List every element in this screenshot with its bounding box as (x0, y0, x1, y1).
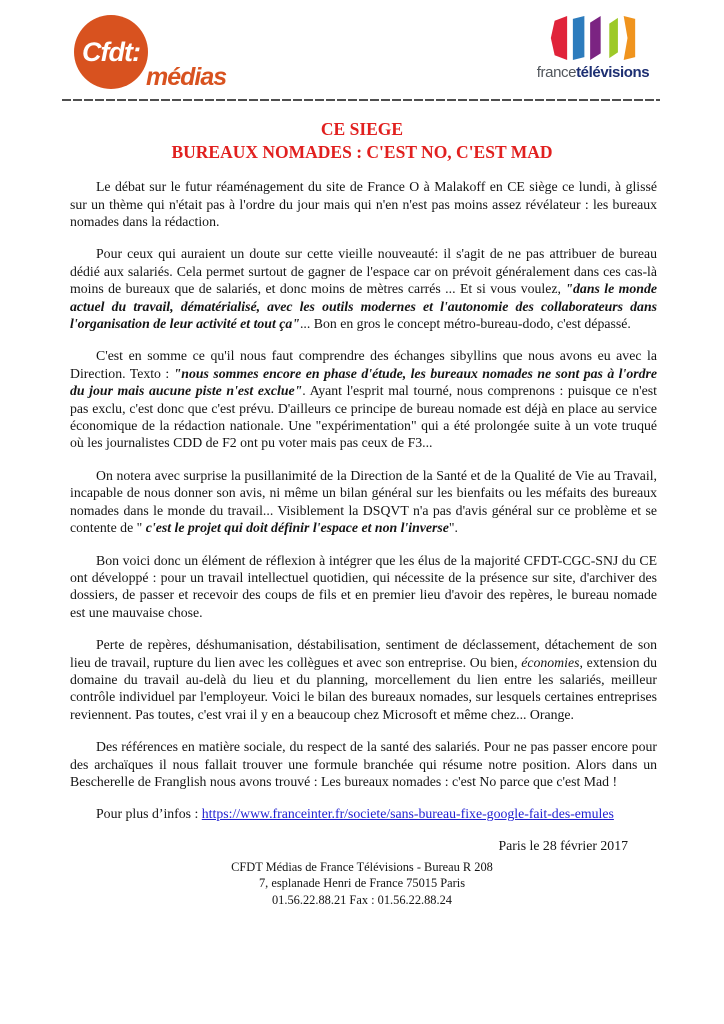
doc-title-line1: CE SIEGE (320, 119, 404, 139)
dateline: Paris le 28 février 2017 (498, 837, 628, 853)
text-run: "dans le monde actuel du travail, dématérialisé, avec les outils modernes et l'autonomie des collaborateurs dans l'organisation de leur activité et tout ça" (70, 281, 657, 332)
text-run: , extension du domaine du travail au-delà du lieu et du planning, morcellement du lien entre les salariés, meilleur contrôle individuel par l'employeur. Voici le bilan des bureaux nomades, sur lesquels certaines entreprises reviennent. Pas toutes, c'est vrai il y en a beaucoup chez Microsoft et même chez... Orange. (70, 654, 657, 722)
paragraph (70, 467, 657, 537)
cfdt-medias-logo (66, 13, 246, 98)
text-run: Perte de repères, déshumanisation, déstabilisation, sentiment de déclassement, détachement de son lieu de travail, rupture du lien avec les collègues et avec son entreprise. Ou bien, (70, 637, 657, 670)
paragraph (70, 347, 657, 451)
doc-title-line2: BUREAUX NOMADES : C'EST NO, C'EST MAD (171, 142, 553, 163)
cfdt-logo-circle (74, 15, 148, 89)
text-run: Bon voici donc un élément de réflexion à intégrer que les élus de la majorité CFDT-CGC-SNJ du CE ont développé : pour un travail intellectuel quotidien, qui nécessite de la présence sur site, d'archiver des dossiers, de passer et recevoir des coups de fils et en premier lieu d'avoir des repères, le bureau nomade est une mauvaise chose. (70, 552, 657, 620)
doc-title (0, 118, 724, 164)
ftv-word-televisions: télévisions (576, 64, 650, 81)
paragraph (70, 738, 657, 790)
text-run: ". (448, 520, 458, 536)
text-run: ... Bon en gros le concept métro-bureau-dodo, c'est dépassé. (299, 316, 631, 332)
france-televisions-logo (526, 13, 660, 81)
header (0, 0, 724, 98)
cfdt-medias-label: médias (146, 63, 227, 91)
paragraph (70, 245, 657, 332)
paragraph (70, 805, 657, 822)
footer-line-2: 7, esplanade Henri de France 75015 Paris (258, 876, 466, 891)
footer-address (0, 859, 724, 909)
text-run: On notera avec surprise la pusillanimité de la Direction de la Santé et de la Qualité de Vie au Travail, incapable de nous donner son avis, ni même un bilan général sur les bienfaits ou les méfaits des bureaux nomades dans le monde du travail... Visiblement la DSQVT n'a pas d'avis général sur ce problème et se contente de " (70, 467, 657, 536)
footer-line-3: 01.56.22.88.21 Fax : 01.56.22.88.24 (271, 892, 452, 907)
cfdt-logo-text: Cfdt: (82, 36, 140, 67)
header-separator-line (62, 99, 660, 101)
text-run: Pour plus d’infos : (96, 806, 202, 822)
text-run: Des références en matière sociale, du respect de la santé des salariés. Pour ne pas passer encore pour des archaïques il nous fallait trouver une formule branchée qui résume notre position. Alors dans un Bescherelle de Franglish nous avons trouvé : Les bureaux nomades : c'est No parce que c'est Mad ! (70, 739, 657, 789)
ftv-word-france: france (536, 64, 577, 81)
text-run: économies (521, 654, 580, 670)
paragraph (70, 178, 657, 230)
body-paragraphs (70, 178, 657, 823)
infos-link[interactable]: https://www.franceinter.fr/societe/sans-bureau-fixe-google-fait-des-emules (201, 806, 614, 822)
text-run: c'est le projet qui doit définir l'espace et non l'inverse (145, 520, 449, 536)
text-run: Pour ceux qui auraient un doute sur cette vieille nouveauté: il s'agit de ne pas attribuer de bureau dédié aux salariés. Cela permet surtout de gagner de l'espace car on prévoit généralement dans ces cas-là moins de bureaux que de salariés, et donc moins de mètres carrés ... Et si vous voulez, (70, 246, 657, 297)
text-run: . Ayant l'esprit mal tourné, nous comprenons : puisque ce n'est pas exclu, c'est donc que c'est prévu. D'ailleurs ce principe de bureau nomade est déjà en place au service économique de la rédaction nationale. Une "expérimentation" qui a été prolongée suite à un vote truqué où les journalistes CDD de F2 ont pu voter mais pas ceux de F3... (70, 383, 657, 451)
paragraph (70, 552, 657, 622)
france-televisions-wordmark (537, 64, 649, 81)
text-run: C'est en somme ce qu'il nous faut comprendre des échanges sibyllins que nous avons eu avec la Direction. Texto : (70, 348, 657, 381)
footer-line-1: CFDT Médias de France Télévisions - Bureau R 208 (231, 859, 493, 874)
paragraph (70, 636, 657, 723)
france-televisions-bars-icon (549, 15, 637, 61)
text-run: Le débat sur le futur réaménagement du site de France O à Malakoff en CE siège ce lundi, à glissé sur un thème qui n'était pas à l'ordre du jour mais qui n'en n'est pas moins assez révélateur : les bureaux nomades dans la rédaction. (70, 179, 657, 229)
text-run: "nous sommes encore en phase d'étude, les bureaux nomades ne sont pas à l'ordre du jour mais aucune piste n'est exclue" (70, 365, 657, 399)
